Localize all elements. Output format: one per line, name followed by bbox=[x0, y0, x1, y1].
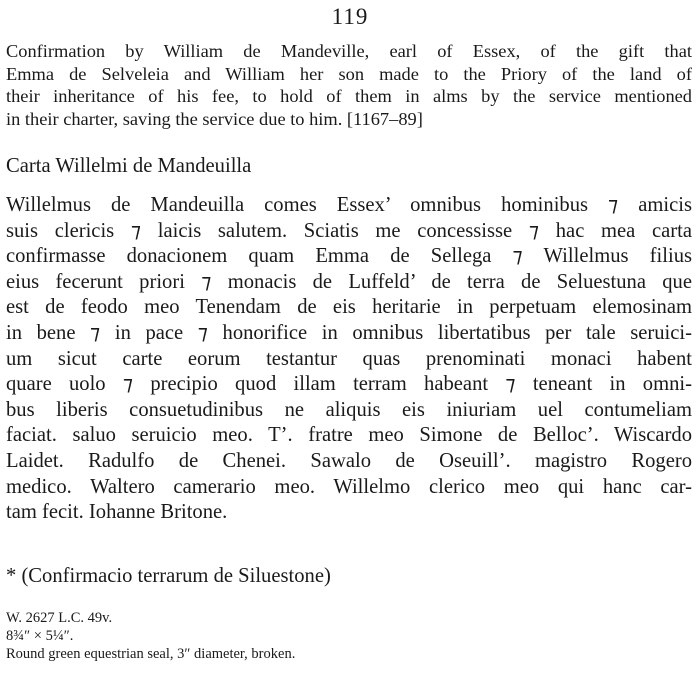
charter-line: suis clericis ⁊ laicis salutem. Sciatis me concessisse ⁊ hac mea carta bbox=[6, 219, 692, 242]
dimensions-note: 8¾″ × 5¼″. bbox=[6, 628, 74, 644]
charter-line: tam fecit. Iohanne Britone. bbox=[6, 501, 228, 524]
charter-line: bus liberis consuetudinibus ne aliquis eis iniuriam uel contumeliam bbox=[6, 398, 692, 421]
summary-line: Confirmation by William de Mandeville, earl of Essex, of the gift that bbox=[6, 41, 692, 61]
summary-paragraph bbox=[6, 40, 692, 130]
page-number: 119 bbox=[331, 4, 369, 29]
charter-line: Laidet. Radulfo de Chenei. Sawalo de Oseuill’. magistro Rogero bbox=[6, 449, 692, 472]
summary-line: in their charter, saving the service due to him. [1167–89] bbox=[6, 108, 423, 129]
charter-heading: Carta Willelmi de Mandeuilla bbox=[6, 155, 252, 177]
charter-text bbox=[6, 193, 692, 526]
charter-line: faciat. saluo seruicio meo. T’. fratre meo Simone de Belloc’. Wiscardo bbox=[6, 424, 692, 447]
endorsement: * (Confirmacio terrarum de Siluestone) bbox=[6, 565, 331, 587]
charter-line: um sicut carte eorum testantur quas prenominati monaci habent bbox=[6, 347, 692, 370]
charter-line: quare uolo ⁊ precipio quod illam terram habeant ⁊ teneant in omni- bbox=[6, 373, 692, 396]
summary-line: their inheritance of his fee, to hold of them in alms by the service mentioned bbox=[6, 86, 692, 106]
archival-notes bbox=[6, 609, 295, 663]
charter-line: eius fecerunt priori ⁊ monacis de Luffeld’ de terra de Seluestuna que bbox=[6, 270, 692, 293]
summary-line: Emma de Selveleia and William her son made to the Priory of the land of bbox=[6, 63, 692, 84]
reference-note: W. 2627 L.C. 49v. bbox=[6, 610, 113, 626]
charter-line: est de feodo meo Tenendam de eis heritarie in perpetuam elemosinam bbox=[6, 296, 692, 319]
charter-line: medico. Waltero camerario meo. Willelmo clerico meo qui hanc car- bbox=[6, 475, 692, 498]
charter-line: in bene ⁊ in pace ⁊ honorifice in omnibus libertatibus per tale seruici- bbox=[6, 321, 692, 344]
charter-line: confirmasse donacionem quam Emma de Sellega ⁊ Willelmus filius bbox=[6, 245, 692, 268]
charter-line: Willelmus de Mandeuilla comes Essex’ omnibus hominibus ⁊ amicis bbox=[6, 194, 692, 216]
seal-note: Round green equestrian seal, 3″ diameter, broken. bbox=[6, 646, 296, 662]
